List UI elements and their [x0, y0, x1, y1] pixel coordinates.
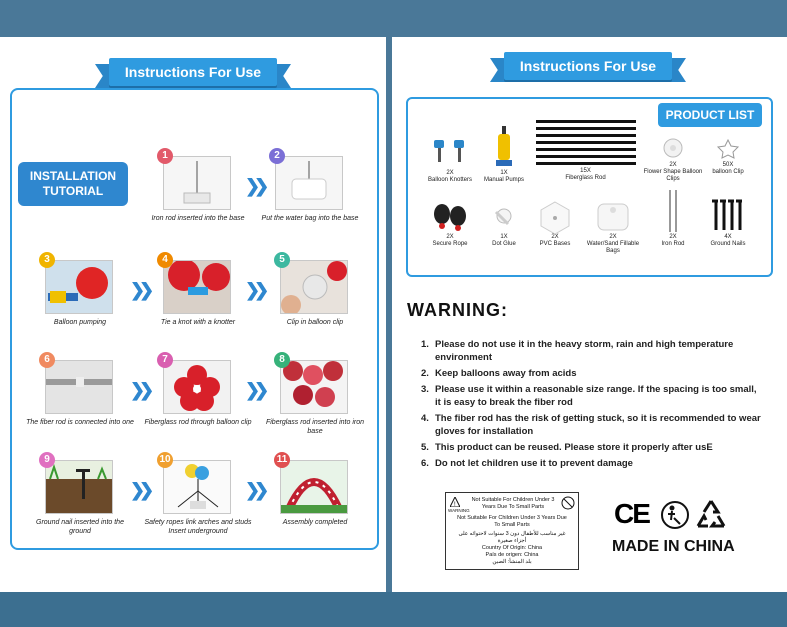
step-3-number: 3	[39, 252, 55, 268]
clip-icon	[698, 134, 758, 162]
product-qty: 50X	[722, 162, 734, 168]
step-1-image	[163, 156, 231, 210]
label-line-4: País de origen: China	[485, 552, 539, 558]
step-2-caption: Put the water bag into the base	[261, 215, 359, 222]
arrow-icon: ❯❯	[245, 280, 264, 300]
product-name: Secure Rope	[432, 241, 468, 247]
warning-text: This product can be reused. Please store it properly after usE	[435, 442, 713, 453]
product-qty: 1X	[500, 170, 508, 176]
step-8-image	[280, 360, 348, 414]
product-qty: 1X	[500, 234, 508, 240]
product-ground-nails	[698, 196, 758, 248]
step-3-caption: Balloon pumping	[53, 319, 107, 326]
warning-text: Please use it within a reasonable size range. If the spacing is too small, it is easy to break the fiber rod	[435, 384, 757, 408]
warning-number: 1.	[421, 339, 429, 350]
product-list-title: PRODUCT LIST	[658, 103, 762, 127]
label-line-2: Not Suitable For Children Under 3 Years Due To Small Parts	[457, 515, 567, 528]
product-name: Balloon Knotters	[427, 177, 473, 183]
step-10-image	[163, 460, 231, 514]
step-4-caption: Tie a knot with a knotter	[160, 319, 236, 326]
step-10-caption: Safety ropes link arches and studs Insert underground	[144, 519, 252, 535]
step-5-caption: Clip in balloon clip	[286, 319, 344, 326]
step-2-number: 2	[269, 148, 285, 164]
step-2-image	[275, 156, 343, 210]
arrow-icon: ❯❯	[245, 480, 264, 500]
no-child-icon	[561, 496, 575, 510]
recycle-icon	[694, 498, 728, 537]
product-name: Manual Pumps	[483, 177, 525, 183]
product-name: PVC Bases	[539, 241, 571, 247]
step-4-number: 4	[157, 252, 173, 268]
product-pvc-bases	[525, 200, 585, 248]
step-11-caption: Assembly completed	[282, 519, 348, 526]
ce-mark-icon: CE	[614, 498, 649, 529]
label-line-5: بلد المنشأ: الصين	[492, 559, 532, 565]
step-7-image	[163, 360, 231, 414]
ribbon-left-label: Instructions For Use	[109, 58, 277, 86]
bag-icon	[580, 200, 646, 234]
warning-item	[421, 457, 761, 470]
rod-icon	[528, 118, 643, 168]
ribbon-right	[490, 52, 686, 84]
step-8-caption: Fiberglass rod inserted into iron base	[265, 419, 365, 435]
product-qty: 4X	[724, 234, 732, 240]
base-icon	[525, 200, 585, 234]
arrow-icon: ❯❯	[245, 380, 264, 400]
product-name: Fiberglass Rod	[565, 175, 606, 181]
product-knotters	[420, 136, 480, 184]
step-9-image	[45, 460, 113, 514]
arrow-icon: ❯❯	[130, 280, 149, 300]
step-6-caption: The fiber rod is connected into one	[26, 419, 134, 426]
warning-number: 5.	[421, 442, 429, 453]
recycle-person-icon	[660, 500, 690, 535]
step-8-number: 8	[274, 352, 290, 368]
product-fillable-bags	[580, 200, 646, 255]
product-balloon-clip	[698, 134, 758, 176]
step-7-number: 7	[157, 352, 173, 368]
tutorial-title: INSTALLATION TUTORIAL	[18, 162, 128, 206]
arrow-icon: ❯❯	[130, 380, 149, 400]
step-6-image	[45, 360, 113, 414]
flower-clip-icon	[643, 134, 703, 162]
product-name: Dot Glue	[492, 241, 516, 247]
step-9-number: 9	[39, 452, 55, 468]
step-9-caption: Ground nail inserted into the ground	[36, 519, 124, 535]
step-11-number: 11	[274, 452, 290, 468]
step-6-number: 6	[39, 352, 55, 368]
warning-number: 3.	[421, 384, 429, 395]
product-qty: 2X	[551, 234, 559, 240]
product-flower-clips	[643, 134, 703, 183]
ribbon-right-label: Instructions For Use	[504, 52, 672, 80]
product-fiberglass-rod	[528, 118, 643, 182]
warning-text: The fiber rod has the risk of getting stuck, so it is recommended to wear gloves for installation	[435, 413, 761, 437]
product-name: balloon Clip	[712, 169, 744, 175]
pump-icon	[474, 124, 534, 170]
warning-item	[421, 338, 761, 364]
product-name: Ground Nails	[710, 241, 746, 247]
label-line-1: Not Suitable For Children Under 3 Years Due To Small Parts	[471, 497, 555, 510]
warning-item	[421, 383, 761, 409]
product-iron-rod	[643, 188, 703, 248]
product-name: Water/Sand Fillable Bags	[586, 241, 640, 254]
step-1-number: 1	[157, 148, 173, 164]
step-5-image	[280, 260, 348, 314]
warning-item	[421, 412, 761, 438]
step-3-image	[45, 260, 113, 314]
step-7-caption: Fiberglass rod through balloon clip	[144, 419, 252, 426]
nail-icon	[698, 196, 758, 234]
warning-text: Keep balloons away from acids	[435, 368, 577, 379]
product-secure-rope	[420, 200, 480, 248]
ribbon-left	[95, 58, 291, 90]
arrow-icon: ❯❯	[130, 480, 149, 500]
svg-text:!: !	[454, 502, 456, 507]
product-qty: 2X	[669, 162, 677, 168]
rope-icon	[420, 200, 480, 234]
step-4-image	[163, 260, 231, 314]
safety-label	[445, 492, 579, 570]
step-10-number: 10	[157, 452, 173, 468]
warning-title: WARNING:	[407, 300, 508, 320]
warning-triangle-icon	[450, 497, 460, 507]
made-in-china: MADE IN CHINA	[612, 538, 735, 555]
warning-item	[421, 367, 761, 380]
step-1-caption: Iron rod inserted into the base	[151, 215, 245, 222]
knotter-icon	[420, 136, 480, 170]
warning-text: Please do not use it in the heavy storm, rain and high temperature environment	[435, 339, 734, 363]
product-qty: 2X	[669, 234, 677, 240]
label-warning-word: WARNING	[448, 508, 470, 513]
label-line-3: Country Of Origin: China	[481, 545, 543, 551]
step-5-number: 5	[274, 252, 290, 268]
product-qty: 2X	[609, 234, 617, 240]
warning-list	[421, 338, 761, 473]
step-11-image	[280, 460, 348, 514]
product-qty: 2X	[446, 234, 454, 240]
product-name: Flower Shape Balloon Clips	[643, 169, 703, 182]
product-name: Iron Rod	[661, 241, 685, 247]
warning-number: 4.	[421, 413, 429, 424]
product-qty: 2X	[446, 170, 454, 176]
product-qty: 15X	[580, 168, 591, 174]
product-pump	[474, 124, 534, 184]
bottom-strip	[0, 592, 787, 627]
label-arabic: غير مناسب للأطفال دون 3 سنوات لاحتوائه على أجزاء صغيرة	[458, 531, 566, 544]
warning-item	[421, 441, 761, 454]
warning-number: 6.	[421, 458, 429, 469]
warning-number: 2.	[421, 368, 429, 379]
iron-rod-icon	[643, 188, 703, 234]
arrow-icon: ❯❯	[245, 176, 264, 196]
warning-text: Do not let children use it to prevent damage	[435, 458, 633, 469]
